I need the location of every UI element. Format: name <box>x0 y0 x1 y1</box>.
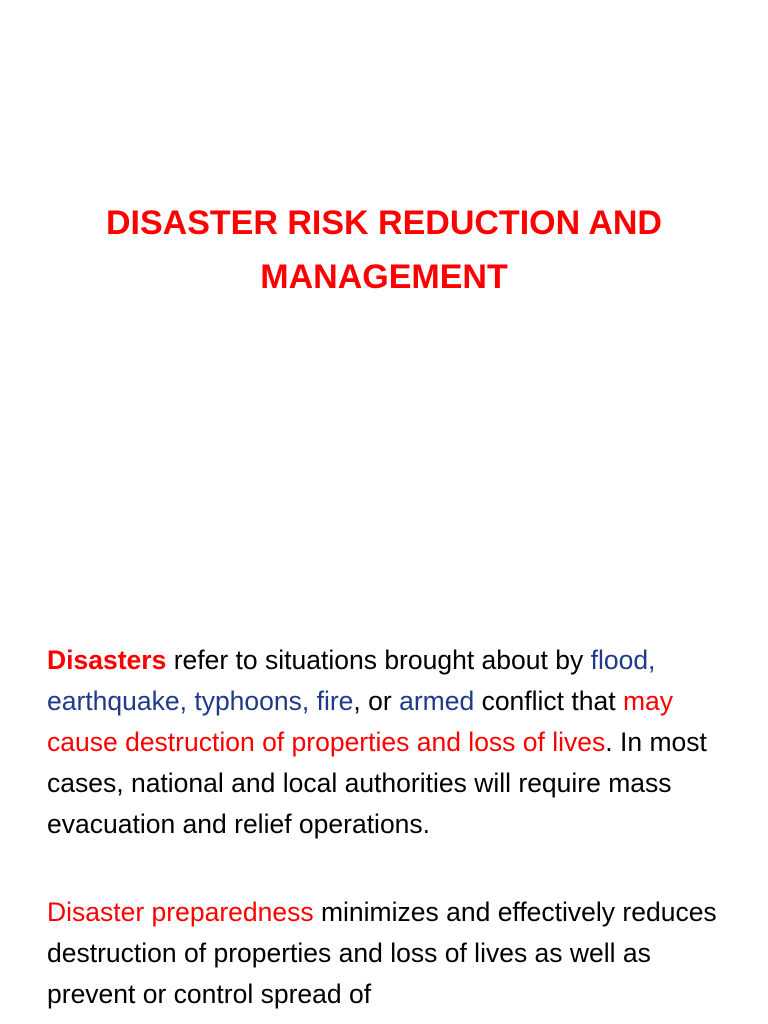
term-disasters: Disasters <box>47 645 167 675</box>
paragraph1-text3: conflict that <box>474 686 623 716</box>
paragraph1-text2: , or <box>353 686 400 716</box>
paragraph-disasters <box>47 640 737 845</box>
paragraph1-text4: . In most cases, national and local authorities will require mass evacuation and relief operations. <box>47 727 707 839</box>
term-disaster-preparedness: Disaster preparedness <box>47 897 314 927</box>
paragraph-preparedness <box>47 892 737 1015</box>
document-title <box>0 196 768 304</box>
paragraph2-text1: minimizes and effectively reduces destruction of properties and loss of lives as well as prevent or control spread of <box>47 897 717 1009</box>
title-line-2: MANAGEMENT <box>260 258 508 296</box>
consequence-text: may cause destruction of properties and loss of lives <box>47 686 674 757</box>
title-line-1: DISASTER RISK REDUCTION AND <box>106 204 662 242</box>
hazard-armed: armed <box>399 686 475 716</box>
paragraph1-text1: refer to situations brought about by <box>166 645 591 675</box>
hazard-list: flood, earthquake, typhoons, fire <box>47 645 656 716</box>
